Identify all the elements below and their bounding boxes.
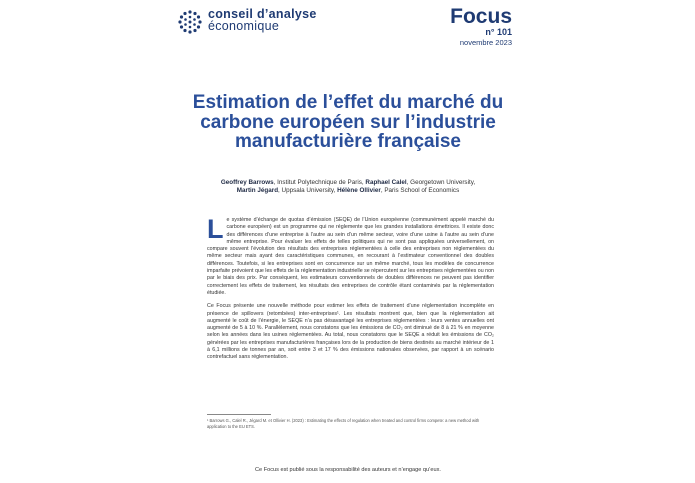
- footnote-divider: [207, 414, 271, 415]
- paragraph-1-text: e système d’échange de quotas d’émission (SEQE) de l’Union européenne (communément appelé marché du carbone européen) est un programme qui ne réglemente que les grandes installations émettrices. Il existe donc des différences d’une entreprise à l’autre au sein d’un même secteur, voire d’une usine à l’autre au sein d’une même entreprise. Pour évaluer les effets de telles politiques qui ne sont pas appliquées universellement, on compare souvent l’évolution des résultats des entreprises réglementées à celle des entreprises non réglementées du même secteur mais ayant des caractéristiques communes, en recourant à l’estimateur conventionnel des doubles différences. Toutefois, si les entreprises sont en concurrence sur un même marché, tous les modèles de concurrence imparfaite prévoient que les effets de la réglementation industrielle se répercutent sur les entreprises réglementées ou non par le biais des prix. Par conséquent, les estimateurs conventionnels de doubles différences ne peuvent pas identifier correctement les effets de traitement, les résultats des entreprises de contrôle étant contaminés par la réglementation étudiée.: [207, 217, 494, 296]
- focus-number: n° 101: [485, 27, 512, 37]
- author-3: Martin Jégard: [236, 187, 279, 195]
- dropcap: L: [207, 214, 224, 244]
- author-2-affiliation: , Georgetown University,: [406, 179, 476, 186]
- paragraph-2: Ce Focus présente une nouvelle méthode pour estimer les effets de traitement d’une réglementation incomplète en présence de spillovers (retombées) inter-entreprises¹. Les résultats montrent que, bien que la réglementation ait augmenté le coût de l’énergie, le SEQE n’a pas désavantagé les entreprises réglementées : leurs ventes annuelles ont augmenté de 5 à 10 %. Parallèlement, nous constatons que les émissions de CO₂ ont diminué de 8 à 21 % en moyenne selon les années dans les usines réglementées. Au total, nous constatons que le SEQE a réduit les émissions de CO₂ générées par les entreprises manufacturières françaises lors de la production de biens destinés au marché intérieur de 1 à 6,1 millions de tonnes par an, soit entre 3 et 17 % des émissions nationales observées, par rapport à un scénario contrefactuel sans réglementation.: [207, 303, 494, 361]
- author-2: Raphael Calel: [365, 179, 407, 186]
- paragraph-1: [207, 214, 494, 297]
- body-text: [207, 214, 494, 368]
- responsibility-note: Ce Focus est publié sous la responsabilité des auteurs et n’engage qu’eux.: [255, 467, 441, 473]
- logo-line2: économique: [208, 19, 280, 33]
- cae-logo: [178, 8, 317, 34]
- focus-label: Focus: [450, 5, 512, 28]
- focus-header: [450, 6, 512, 47]
- document-title: Estimation de l’effet du marché du carbone européen sur l’industrie manufacturière française: [192, 92, 504, 152]
- author-3-affiliation: , Uppsala University,: [278, 187, 338, 195]
- author-1: Geoffrey Barrows: [220, 179, 274, 186]
- focus-date: novembre 2023: [459, 38, 512, 47]
- cae-logo-icon: [178, 10, 202, 34]
- authors: [190, 179, 506, 195]
- author-1-affiliation: , Institut Polytechnique de Paris,: [273, 179, 366, 186]
- logo-line1: conseil d’analyse: [208, 7, 317, 21]
- footnote: ¹ Barrows G., Calel R., Jégard M. et Ollivier H. (2023) : Estimating the effects of regulation when treated and control firms compete: a new method with application to the EU ETS.: [207, 418, 480, 429]
- author-4: Hélène Ollivier: [337, 187, 381, 195]
- author-4-affiliation: , Paris School of Economics: [380, 187, 460, 195]
